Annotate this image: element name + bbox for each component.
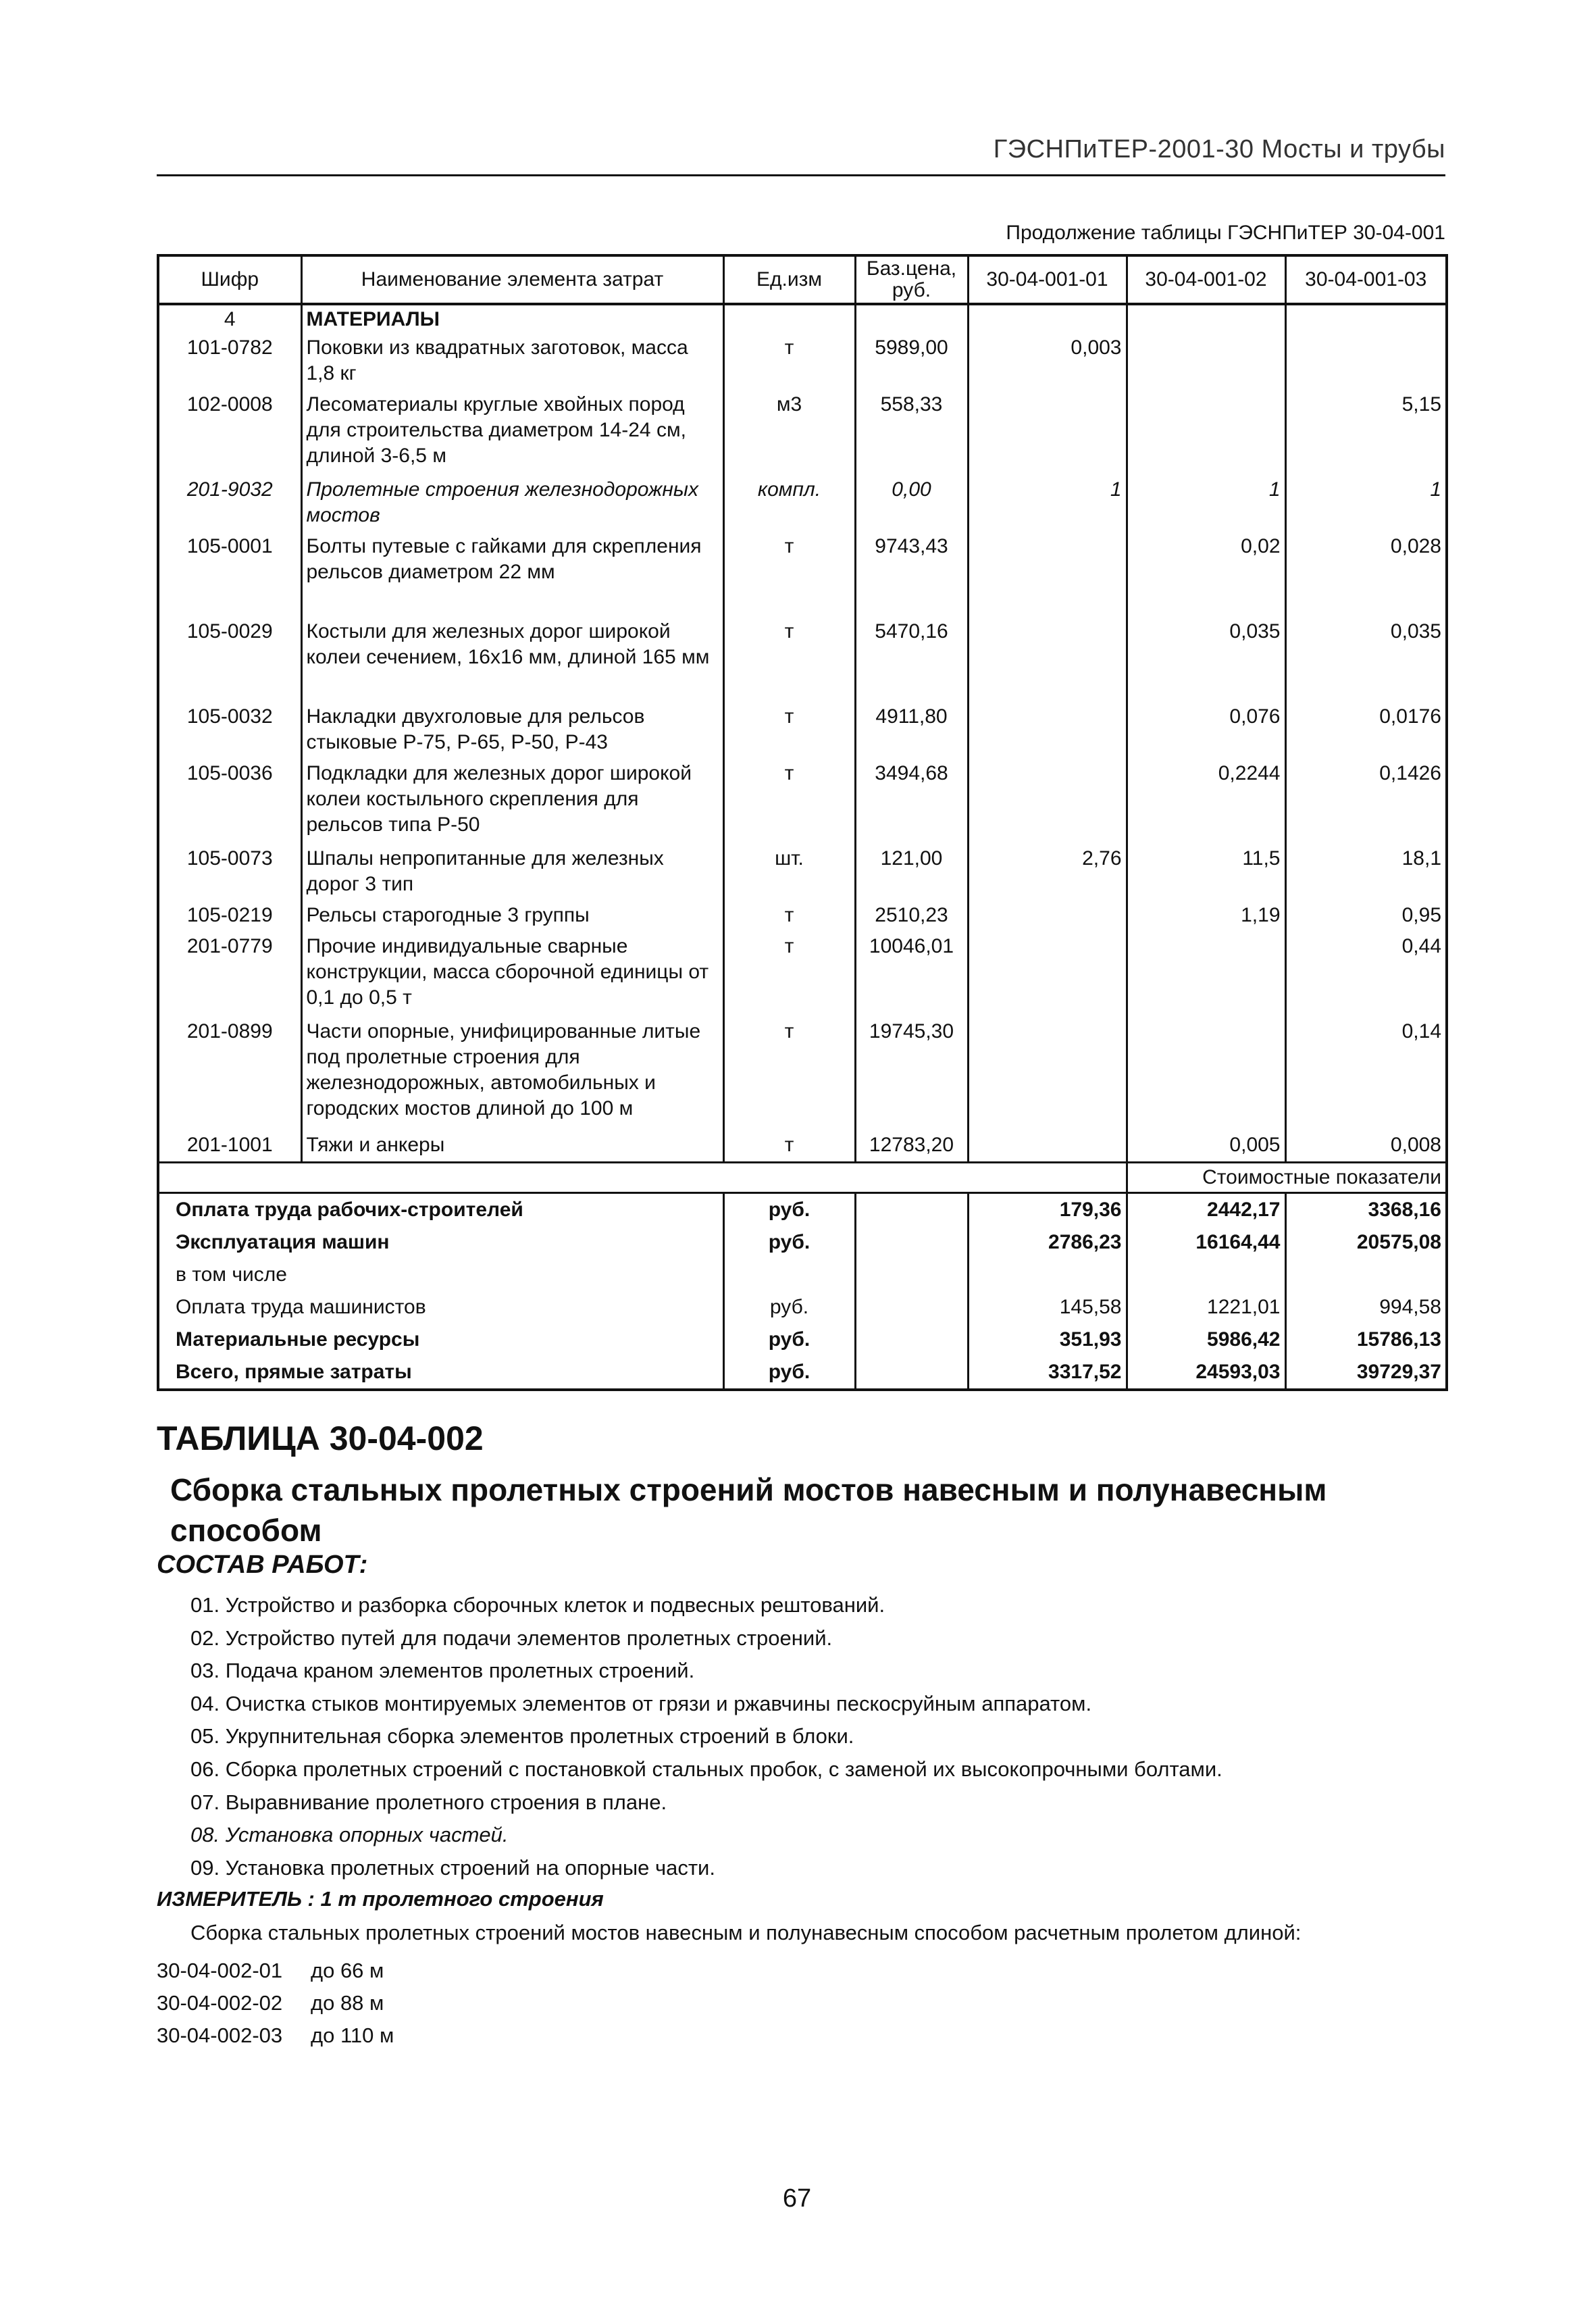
- row-unit: т: [723, 703, 855, 759]
- table-row: [158, 618, 1447, 703]
- row-code: 201-1001: [186, 1134, 273, 1156]
- table-row: [158, 334, 1447, 391]
- col-header-variant-2: 30-04-001-02: [1127, 255, 1285, 304]
- row-value-2: [1127, 334, 1285, 391]
- col-header-name: Наименование элемента затрат: [301, 255, 723, 304]
- row-value-2: 0,02: [1127, 532, 1285, 618]
- variant-code: 30-04-002-02: [157, 1991, 283, 2015]
- row-price: 5989,00: [855, 334, 968, 391]
- summary-value-2: 5986,42: [1127, 1324, 1285, 1356]
- variant-text: до 66 м: [311, 1959, 384, 1982]
- col-header-unit: Ед.изм: [723, 255, 855, 304]
- row-value-2: [1127, 391, 1285, 476]
- list-item: 03. Подача краном элементов пролетных строений.: [190, 1659, 695, 1683]
- table-row: [158, 1017, 1447, 1131]
- row-price: 10046,01: [855, 932, 968, 1017]
- row-code: 105-0032: [186, 705, 273, 728]
- table-row: [158, 932, 1447, 1017]
- row-code: 105-0036: [186, 762, 273, 784]
- row-code: 102-0008: [186, 393, 273, 416]
- summary-value-1: 145,58: [968, 1291, 1127, 1324]
- section-name: МАТЕРИАЛЫ: [301, 304, 723, 334]
- row-value-2: 0,076: [1127, 703, 1285, 759]
- row-code: 105-0219: [186, 904, 273, 926]
- table-row: [158, 901, 1447, 932]
- summary-value-2: 1221,01: [1127, 1291, 1285, 1324]
- summary-name: Эксплуатация машин: [176, 1230, 390, 1253]
- list-item: 06. Сборка пролетных строений с постановкой стальных пробок, с заменой их высокопрочными болтами.: [190, 1757, 1222, 1781]
- variant-code: 30-04-002-01: [157, 1959, 283, 1982]
- row-value-3: 0,1426: [1285, 759, 1447, 845]
- row-value-3: 5,15: [1285, 391, 1447, 476]
- summary-unit: руб.: [723, 1226, 855, 1259]
- row-value-3: 0,44: [1285, 932, 1447, 1017]
- row-name: Накладки двухголовые для рельсов стыковые Р-75, Р-65, Р-50, Р-43: [301, 703, 723, 759]
- row-code: 105-0001: [186, 535, 273, 557]
- col-header-variant-3: 30-04-001-03: [1285, 255, 1447, 304]
- work-composition-heading: СОСТАВ РАБОТ:: [157, 1551, 368, 1579]
- row-price: 558,33: [855, 391, 968, 476]
- variant-code: 30-04-002-03: [157, 2023, 283, 2047]
- row-code: 201-9032: [186, 478, 273, 501]
- row-unit: компл.: [723, 476, 855, 532]
- row-name: Рельсы старогодные 3 группы: [301, 901, 723, 932]
- table-row: [158, 845, 1447, 901]
- summary-row: [158, 1226, 1447, 1259]
- row-value-1: [968, 901, 1127, 932]
- list-item: [157, 1955, 394, 1987]
- row-value-1: [968, 759, 1127, 845]
- row-value-1: [968, 1017, 1127, 1131]
- list-item: 01. Устройство и разборка сборочных клеток и подвесных рештований.: [190, 1593, 885, 1617]
- summary-value-1: 3317,52: [968, 1356, 1127, 1390]
- row-code: 101-0782: [186, 336, 273, 359]
- row-name: Пролетные строения железнодорожных мостов: [301, 476, 723, 532]
- row-unit: т: [723, 334, 855, 391]
- row-code: 105-0073: [186, 847, 273, 870]
- list-item: [157, 1987, 394, 2019]
- summary-value-3: 15786,13: [1285, 1324, 1447, 1356]
- summary-unit: руб.: [723, 1291, 855, 1324]
- row-code: 105-0029: [186, 620, 273, 643]
- list-item: 02. Устройство путей для подачи элементов пролетных строений.: [190, 1626, 833, 1650]
- row-value-3: 0,008: [1285, 1131, 1447, 1162]
- summary-value-1: [968, 1259, 1127, 1291]
- row-value-1: [968, 703, 1127, 759]
- row-name: Прочие индивидуальные сварные конструкции, масса сборочной единицы от 0,1 до 0,5 т: [301, 932, 723, 1017]
- summary-value-2: 24593,03: [1127, 1356, 1285, 1390]
- row-value-1: [968, 532, 1127, 618]
- row-unit: т: [723, 1131, 855, 1162]
- variants-description: Сборка стальных пролетных строений мостов навесным и полунавесным способом расчетным пролетом длиной:: [190, 1921, 1302, 1944]
- row-value-1: [968, 932, 1127, 1017]
- summary-row: [158, 1291, 1447, 1324]
- summary-name: в том числе: [176, 1263, 287, 1286]
- row-price: 19745,30: [855, 1017, 968, 1131]
- row-value-3: 0,035: [1285, 618, 1447, 703]
- resource-table: [157, 254, 1448, 1391]
- row-value-1: 2,76: [968, 845, 1127, 901]
- summary-value-2: 16164,44: [1127, 1226, 1285, 1259]
- summary-value-3: [1285, 1259, 1447, 1291]
- row-name: Поковки из квадратных заготовок, масса 1,8 кг: [301, 334, 723, 391]
- col-header-code: Шифр: [158, 255, 301, 304]
- document-header-title: ГЭСНПиТЕР-2001-30 Мосты и трубы: [993, 135, 1445, 164]
- table-row: [158, 759, 1447, 845]
- row-price: 3494,68: [855, 759, 968, 845]
- row-unit: т: [723, 532, 855, 618]
- summary-value-3: 3368,16: [1285, 1192, 1447, 1226]
- measurement-unit: ИЗМЕРИТЕЛЬ : 1 т пролетного строения: [157, 1887, 604, 1911]
- row-price: 121,00: [855, 845, 968, 901]
- row-value-2: 0,035: [1127, 618, 1285, 703]
- row-value-1: [968, 618, 1127, 703]
- col-header-price: Баз.цена, руб.: [855, 255, 968, 304]
- row-value-1: [968, 391, 1127, 476]
- summary-value-2: 2442,17: [1127, 1192, 1285, 1226]
- table-title: ТАБЛИЦА 30-04-002: [157, 1419, 484, 1457]
- row-value-2: 0,005: [1127, 1131, 1285, 1162]
- row-value-3: 0,028: [1285, 532, 1447, 618]
- row-unit: т: [723, 759, 855, 845]
- col-header-variant-1: 30-04-001-01: [968, 255, 1127, 304]
- list-item: [157, 2019, 394, 2052]
- row-unit: м3: [723, 391, 855, 476]
- summary-value-1: 2786,23: [968, 1226, 1127, 1259]
- row-name: Костыли для железных дорог широкой колеи сечением, 16х16 мм, длиной 165 мм: [301, 618, 723, 703]
- row-value-3: 1: [1285, 476, 1447, 532]
- table-header-row: [158, 255, 1447, 304]
- list-item: 04. Очистка стыков монтируемых элементов от грязи и ржавчины пескосруйным аппаратом.: [190, 1691, 1092, 1715]
- row-value-2: 0,2244: [1127, 759, 1285, 845]
- summary-value-1: 351,93: [968, 1324, 1127, 1356]
- row-value-2: 11,5: [1127, 845, 1285, 901]
- row-name: Тяжи и анкеры: [301, 1131, 723, 1162]
- row-code: 201-0899: [186, 1020, 273, 1042]
- variant-text: до 88 м: [311, 1991, 384, 2015]
- row-value-1: [968, 1131, 1127, 1162]
- row-value-3: 0,0176: [1285, 703, 1447, 759]
- row-name: Подкладки для железных дорог широкой колеи костыльного скрепления для рельсов типа Р-50: [301, 759, 723, 845]
- table-row: [158, 703, 1447, 759]
- summary-value-3: 20575,08: [1285, 1226, 1447, 1259]
- row-value-3: [1285, 334, 1447, 391]
- row-value-2: 1: [1127, 476, 1285, 532]
- row-code: 201-0779: [186, 935, 273, 957]
- row-name: Шпалы непропитанные для железных дорог 3 тип: [301, 845, 723, 901]
- row-value-2: [1127, 932, 1285, 1017]
- row-price: 5470,16: [855, 618, 968, 703]
- row-price: 12783,20: [855, 1131, 968, 1162]
- row-value-1: 1: [968, 476, 1127, 532]
- row-value-3: 0,14: [1285, 1017, 1447, 1131]
- summary-name: Оплата труда машинистов: [176, 1295, 426, 1318]
- row-unit: шт.: [723, 845, 855, 901]
- summary-unit: руб.: [723, 1192, 855, 1226]
- list-item: 08. Установка опорных частей.: [190, 1823, 509, 1847]
- list-item: 09. Установка пролетных строений на опорные части.: [190, 1855, 715, 1880]
- table-row: [158, 1131, 1447, 1162]
- summary-name: Всего, прямые затраты: [176, 1360, 412, 1383]
- table-row: [158, 391, 1447, 476]
- summary-unit: руб.: [723, 1324, 855, 1356]
- table-subtitle: Сборка стальных пролетных строений мостов навесным и полунавесным способом: [170, 1472, 1327, 1548]
- summary-row: [158, 1324, 1447, 1356]
- row-price: 4911,80: [855, 703, 968, 759]
- summary-row: [158, 1356, 1447, 1390]
- row-unit: т: [723, 901, 855, 932]
- summary-unit: [723, 1259, 855, 1291]
- row-unit: т: [723, 932, 855, 1017]
- summary-value-2: [1127, 1259, 1285, 1291]
- summary-value-3: 994,58: [1285, 1291, 1447, 1324]
- table-continuation-caption: Продолжение таблицы ГЭСНПиТЕР 30-04-001: [1006, 222, 1445, 244]
- summary-name: Оплата труда рабочих-строителей: [158, 1192, 723, 1226]
- summary-row: [158, 1259, 1447, 1291]
- row-price: 2510,23: [855, 901, 968, 932]
- row-price: 9743,43: [855, 532, 968, 618]
- row-unit: т: [723, 618, 855, 703]
- row-value-2: 1,19: [1127, 901, 1285, 932]
- row-name: Части опорные, унифицированные литые под пролетные строения для железнодорожных, автомобильных и городских мостов длиной до 100 м: [301, 1017, 723, 1131]
- row-unit: т: [723, 1017, 855, 1131]
- table-row: [158, 532, 1447, 618]
- header-rule: [157, 174, 1445, 176]
- variant-text: до 110 м: [311, 2023, 394, 2047]
- row-value-2: [1127, 1017, 1285, 1131]
- row-value-3: 0,95: [1285, 901, 1447, 932]
- table-row: [158, 476, 1447, 532]
- row-price: 0,00: [855, 476, 968, 532]
- summary-value-3: 39729,37: [1285, 1356, 1447, 1390]
- summary-value-1: 179,36: [968, 1192, 1127, 1226]
- list-item: 07. Выравнивание пролетного строения в плане.: [190, 1790, 667, 1814]
- row-value-1: 0,003: [968, 334, 1127, 391]
- row-value-3: 18,1: [1285, 845, 1447, 901]
- summary-row: [158, 1192, 1447, 1226]
- section-row: [158, 304, 1447, 334]
- work-list: [190, 1589, 1440, 1884]
- summary-unit: руб.: [723, 1356, 855, 1390]
- page-number: 67: [782, 2184, 812, 2213]
- section-code: 4: [224, 308, 236, 330]
- variant-list: [157, 1955, 394, 2052]
- row-name: Лесоматериалы круглые хвойных пород для строительства диаметром 14-24 см, длиной 3-6,5 м: [301, 391, 723, 476]
- list-item: 05. Укрупнительная сборка элементов пролетных строений в блоки.: [190, 1724, 854, 1749]
- summary-name: Материальные ресурсы: [176, 1328, 420, 1351]
- cost-label-row: [158, 1162, 1447, 1192]
- row-name: Болты путевые с гайками для скрепления рельсов диаметром 22 мм: [301, 532, 723, 618]
- cost-indicators-label: Стоимостные показатели: [1127, 1162, 1447, 1192]
